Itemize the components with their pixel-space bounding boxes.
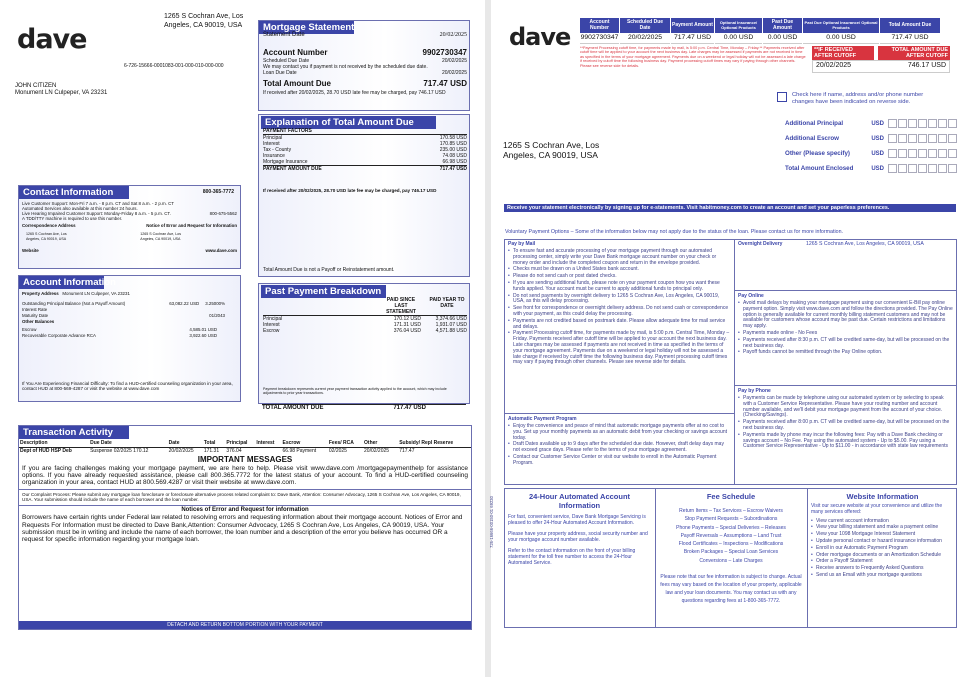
received-after-label: **IF RECEIVED AFTER CUTOFF xyxy=(812,46,874,60)
past-payment-box xyxy=(258,283,470,404)
cutoff-note: **Payment Processing cutoff time, for payments made by mail, is 5:00 p.m. Central Time, Monday – Friday.** Payments received after cutoff time will be applied to your account the next business day. Late charges may be assessed if payments are not received in time as specified in the terms of your mortgage agreement. Payments due on a weekend or legal holiday will not be assessed a late charge if received by cutoff time the following business day. Payment processing cutoff times may vary if paying through other channels. Please see reverse side for details. xyxy=(580,46,806,68)
transaction-header-row xyxy=(19,440,471,447)
payment-amount-due-value: 717.47 USD xyxy=(439,166,467,172)
account-info-title: Account Information xyxy=(19,276,104,289)
paid-since-last-value: 170.12 USD xyxy=(393,316,421,322)
pay-by-phone-item: • Payments received after 8:00 p.m. CT will be credited same-day, but will be processed on the next business day. xyxy=(738,420,953,432)
currency-label: USD xyxy=(871,165,884,172)
col-ytd: PAID YEAR TO DATE xyxy=(429,297,465,309)
payment-field-label: Other (Please specify) xyxy=(785,150,850,157)
payment-factor-label: Insurance xyxy=(263,153,285,159)
total-due-label: Total Amount Due xyxy=(263,78,331,88)
total-due-row xyxy=(263,79,467,89)
digit-box[interactable] xyxy=(888,164,897,173)
account-balance-label: Outstanding Principal Balance (Not a Payoff Amount) xyxy=(22,301,126,306)
automated-info-text: Refer to the contact information on the front of your billing statement for the toll free number to access the 24-Hour Automated Service. xyxy=(508,548,636,566)
statement-date-label: Statement Date xyxy=(263,32,305,38)
fee-schedule-list xyxy=(659,507,803,565)
website-info-item: • Send us an Email with your mortgage questions xyxy=(811,573,954,579)
pay-by-mail-item: • Checks must be drawn on a United States bank account. xyxy=(508,267,732,273)
statement-page-back xyxy=(491,0,968,677)
website-info-list xyxy=(811,519,954,579)
transaction-cell: 20/02/2025 xyxy=(168,447,194,454)
payment-field-input[interactable] xyxy=(871,119,957,128)
pay-by-mail-item: • Please do not send cash or post dated checks. xyxy=(508,274,732,280)
payment-field-input[interactable] xyxy=(871,149,957,158)
notices-text: Borrowers have certain rights under Federal law related to resolving errors and requesting information about their mortgage account. Notices of Error and Requests For Information must be directed to Dave Bank,Attention: Consumer Advocacy, 1265 S Cochran Ave, Los Angeles, CA 90019, USA. Your submission must be in writing and include the name of each borrower, the loan number and a description of the error you believe has occurred OR a request for specific information regarding your mortgage loan. xyxy=(22,514,463,544)
transaction-header-cell: Description xyxy=(19,440,89,447)
automated-info-column xyxy=(508,492,651,566)
fee-item: Phone Payments – Special Deliveries – Releases xyxy=(676,524,786,531)
coupon-header: Payment Amount xyxy=(671,18,714,33)
detach-banner: DETACH AND RETURN BOTTOM PORTION WITH YOUR PAYMENT xyxy=(19,621,471,629)
correspondence-address xyxy=(26,232,67,241)
automated-info-title: 24-Hour Automated Account Information xyxy=(528,492,631,510)
loan-due-label: Loan Due Date xyxy=(263,69,297,76)
late-fee-note: If received after 20/02/2025, 28.70 USD late fee may be charged, pay 746.17 USD xyxy=(263,90,446,96)
contact-phone: 800-365-7772 xyxy=(202,189,234,195)
website-info-column xyxy=(811,492,954,580)
pay-by-mail-item: • Payment Processing cutoff time, for payments made by mail, is 5:00 p.m. Central Time, Monday – Friday. Payments received after cutoff time will be applied to your account the next business day. Late charges may be assessed if payments are not received in time as specified in the terms of your mortgage agreement. Payments due on a weekend or legal holiday will not be assessed a late charge if received by cutoff time the following business day. Payment processing cutoff times may vary if paying through other channels. Please see reverse side for details. xyxy=(508,331,732,366)
important-messages-text: If you are facing challenges making your mortgage payment, we are here to help. Please visit www.dave.com /mortgagepaymenthelp for assistance options. If you have already requested assistance, please call 800.365.7772 for the latest status of your account. To find a HUD-certified counseling organization in your area, contact HUD at 800.569.4287 or visit their website at www.dave.com. xyxy=(22,464,468,486)
automatic-payment xyxy=(508,416,732,468)
past-payment-cols xyxy=(381,297,467,315)
fee-item: Return Items – Tax Services – Escrow Waivers xyxy=(679,508,783,514)
account-balance-label: Interest Rate xyxy=(22,307,48,312)
digit-box[interactable] xyxy=(948,119,957,128)
transaction-cell: 02/2025 xyxy=(328,447,347,454)
notices-title: Notices of Error and Request for information xyxy=(19,505,471,514)
divider xyxy=(504,413,734,414)
dave-logo: dave xyxy=(509,23,571,51)
transaction-cell xyxy=(255,447,281,454)
property-address-label: Property Address xyxy=(22,291,59,296)
pay-by-phone-item: • Payments made by phone may incur the following fees: Pay with a Dave Bank checking or savings account – No Fee. Pay using the automated system - Up to $5.00. Pay using a Customer Service Representative - Up to $11.00 - in accordance with state law requirements xyxy=(738,433,953,450)
barcode-line: 6-726-15666-0001083-001-000-010-000-000 xyxy=(124,63,224,69)
account-balance-rows xyxy=(22,301,237,319)
transaction-cell: 20/02/2025 xyxy=(364,447,390,454)
dave-logo: dave xyxy=(17,24,87,55)
total-due-value: 717.47 USD xyxy=(423,78,467,88)
payment-factor-value: 235.00 USD xyxy=(439,147,467,153)
return-address xyxy=(164,13,259,30)
correspondence-label: Correspondence Address xyxy=(22,223,76,228)
transaction-table xyxy=(19,440,471,454)
pay-by-mail-item: • To ensure fast and accurate processing of your mortgage payment through our automated processing center, simply write your Dave Bank mortgage account number on your check or money order and include the completed coupon and return in the envelope provided. xyxy=(508,249,732,266)
coupon-header: Total Amount Due xyxy=(880,18,940,33)
digit-box[interactable] xyxy=(898,149,907,158)
contact-addresses xyxy=(22,232,237,241)
coupon-header: Account Number xyxy=(580,18,619,33)
digit-box[interactable] xyxy=(928,119,937,128)
coupon-value: 0.00 USD xyxy=(763,34,802,44)
payment-factor-label: Interest xyxy=(263,141,280,147)
mortgage-statement-title: Mortgage Statement xyxy=(259,21,354,34)
statement-date xyxy=(263,32,467,39)
payment-field-row xyxy=(785,164,957,173)
automatic-payment-item: • Contact our Customer Service Center or visit our website to enroll in the Automatic Payment Program. xyxy=(508,455,732,467)
past-total-row xyxy=(262,404,466,412)
after-cutoff-box xyxy=(812,46,950,73)
remit-line: Angeles, CA 90019, USA xyxy=(503,150,598,160)
past-payment-rows xyxy=(263,316,467,334)
address-line: 1265 S Cochran Ave, Los xyxy=(26,232,67,236)
col-since-last: PAID SINCE LAST STATEMENT xyxy=(386,297,416,315)
digit-box[interactable] xyxy=(948,149,957,158)
website-info-title: Website Information xyxy=(846,492,919,501)
digit-box[interactable] xyxy=(888,149,897,158)
payment-factor-value: 74.08 USD xyxy=(442,153,467,159)
digit-box[interactable] xyxy=(908,149,917,158)
transaction-cell: 717.47 xyxy=(399,447,415,454)
pay-by-mail-item: • Payments are not credited based on postmark date. Please allow adequate time for mail service and delays. xyxy=(508,319,732,331)
digit-box[interactable] xyxy=(938,149,947,158)
coupon-header: Past Due Amount xyxy=(763,18,802,33)
website-info-item: • Update personal contact or hazard insurance information xyxy=(811,539,954,545)
digit-box[interactable] xyxy=(918,164,927,173)
payment-factor-value: 170.58 USD xyxy=(439,135,467,141)
payment-field-label: Additional Principal xyxy=(785,120,844,127)
notice-error-label: Notice of Error and Request for Information xyxy=(146,223,237,228)
pay-online-item: • Avoid mail delays by making your mortgage payment using our convenient E-Bill pay online payment option. Simply visit www.dave.com and follow the directions provided. The Pay Online option is generally available for current monthly billing statement customers and may not be available for customers whose account may be past due. Certain restrictions and limitations may apply. xyxy=(738,301,953,330)
digit-box[interactable] xyxy=(908,119,917,128)
coupon-header: Scheduled Due Date xyxy=(620,18,670,33)
remit-line: 1265 S Cochran Ave, Los xyxy=(503,140,600,150)
overnight-address: 1265 S Cochran Ave, Los Angeles, CA 90019, USA xyxy=(806,241,924,247)
automatic-payment-title: Automatic Payment Program xyxy=(508,416,577,422)
digit-box[interactable] xyxy=(938,119,947,128)
digit-box[interactable] xyxy=(908,164,917,173)
website-info-item: • Enroll in our Automatic Payment Program xyxy=(811,546,954,552)
pay-by-phone xyxy=(738,388,953,451)
transaction-header-cell: Principal xyxy=(225,440,255,447)
transaction-cell: 66.98 Payment xyxy=(282,447,317,454)
automatic-payment-item: • Draft Dates available up to 9 days after the scheduled due date. However, draft delay days may not exceed grace days. Please refer to the terms of your mortgage agreement. xyxy=(508,442,732,454)
contact-title: Contact Information xyxy=(19,186,129,199)
divider xyxy=(807,488,808,628)
payment-field-row xyxy=(785,119,957,128)
other-balances-label: Other Balances xyxy=(22,319,55,324)
complaint-process-text: Our Complaint Process: Please submit any mortgage loan foreclosure or foreclosure alternative process related complaint to: Dave Bank, Attention: Consumer Advocacy, 1265 S Cochran Ave, Los Angeles, CA 90019, USA. Your submission should include the name of each borrower and the loan number. xyxy=(19,489,471,503)
pay-online-item: • Payments made online - No Fees xyxy=(738,331,953,337)
transaction-header-cell: Interest xyxy=(255,440,281,447)
pay-online xyxy=(738,293,953,357)
pay-by-phone-title: Pay by Phone xyxy=(738,388,771,394)
transaction-header-cell: Escrow xyxy=(282,440,328,447)
side-code: 726-16666-00150-01 69230 xyxy=(489,496,494,548)
estatement-banner: Receive your statement electronically by signing up for e-statements. Visit habitmoney.com to create an account and set your paperless preferences. xyxy=(504,204,956,212)
transaction-cell: Suspense 02/2025 170.12 xyxy=(90,447,149,454)
website-info-item: • Order a Payoff Statement xyxy=(811,559,954,565)
table-row xyxy=(19,447,471,454)
paid-since-last-value: 376.04 USD xyxy=(393,328,421,334)
customer-address: Monument LN Culpeper, VA 23231 xyxy=(15,90,108,96)
payment-factor-label: Tax - County xyxy=(263,147,292,153)
coupon-value: 717.47 USD xyxy=(671,34,714,44)
contact-address-labels xyxy=(22,223,237,229)
pay-by-mail-item: • If you are sending additional funds, please note on your payment coupon how you want these funds applied. Your account must be current to apply additional funds to principal only. xyxy=(508,281,732,293)
digit-box[interactable] xyxy=(948,134,957,143)
contact-line: Live Customer Support: Mon-Fri 7 a.m. - 8 p.m. CT and Sat 8 a.m. - 2 p.m. CT xyxy=(22,201,174,206)
statement-note: We may contact you if payment is not received by the scheduled due date. xyxy=(263,63,428,70)
automated-info-text: For fast, convenient service, Dave Bank Mortgage Servicing is pleased to offer 24-Hour Automated Account Information. xyxy=(508,514,646,526)
contact-lines xyxy=(19,199,240,254)
digit-box[interactable] xyxy=(928,164,937,173)
past-payment-table xyxy=(263,297,467,334)
payment-field-label: Total Amount Enclosed xyxy=(785,165,854,172)
address-line: 1265 S Cochran Ave, Los xyxy=(140,232,181,236)
fee-item: Conversions – Late Charges xyxy=(699,557,763,564)
after-cutoff-values xyxy=(812,60,950,73)
recoverable-value: 3,922.60 USD xyxy=(189,333,217,338)
customer-name: JOHN CITIZEN xyxy=(15,83,57,89)
statement-date-value: 20/02/2025 xyxy=(439,32,467,38)
digit-box[interactable] xyxy=(898,164,907,173)
coupon-value: 0.00 USD xyxy=(715,34,762,44)
remit-address xyxy=(503,140,599,160)
transaction-title: Transaction Activity xyxy=(19,426,129,439)
pay-online-list xyxy=(738,301,953,356)
payment-factors xyxy=(263,128,467,194)
past-payment-header xyxy=(263,297,467,316)
past-payment-note: Payment breakdown represents current year payment transaction activity applied to the account, which may include adjustments to prior year transactions. xyxy=(263,387,447,396)
pay-by-mail-title: Pay by Mail xyxy=(508,241,536,247)
digit-box[interactable] xyxy=(938,164,947,173)
after-cutoff-headers xyxy=(812,46,950,60)
transaction-header-cell: Other xyxy=(363,440,398,447)
recoverable-label: Recoverable Corporate Advance RCA xyxy=(22,333,96,338)
coupon-header: Optional Insurance/ Optional Products xyxy=(715,18,762,33)
digit-box[interactable] xyxy=(888,119,897,128)
address-line: Angeles, CA 90019, USA xyxy=(140,236,181,241)
digit-box[interactable] xyxy=(888,134,897,143)
digit-box[interactable] xyxy=(938,134,947,143)
escrow-value: 4,585.01 USD xyxy=(189,327,217,332)
pay-online-title: Pay Online xyxy=(738,293,764,299)
statement-details xyxy=(263,48,467,96)
explanation-footer: Total Amount Due is not a Payoff or Reinstatement amount. xyxy=(263,267,395,273)
website-info-item: • View current account information xyxy=(811,519,954,525)
digit-box[interactable] xyxy=(928,134,937,143)
digit-box[interactable] xyxy=(908,134,917,143)
coupon-value: 20/02/2025 xyxy=(620,34,670,44)
account-number-row xyxy=(263,48,467,58)
hardship-note: If You Are Experiencing Financial Difficulty: To find a HUD-certified counseling organization in your area, contact HUD at 800-569-4287 or visit the website at www.dave.com xyxy=(22,381,233,392)
payment-amount-due-row xyxy=(263,165,467,172)
transaction-header-cell: Fees/ RCA xyxy=(328,440,363,447)
account-balance-extra: 3.25000% xyxy=(205,301,225,306)
property-address-row xyxy=(22,291,237,297)
past-payment-title: Past Payment Breakdown xyxy=(261,285,386,298)
digit-box[interactable] xyxy=(918,119,927,128)
account-info-box xyxy=(18,275,241,402)
fee-schedule-note: Please note that our fee information is subject to change. Actual fees may vary based on the location of your property, applicable law and your loan documents. You may contact us with any questions regarding fees at 1-800-365-7772. xyxy=(660,574,802,605)
coupon-header: Past Due Optional Insurance/ Optional Products xyxy=(803,18,879,33)
escrow-label: Escrow xyxy=(22,327,37,332)
divider xyxy=(734,385,957,386)
payment-factors-rows xyxy=(263,135,467,165)
past-payment-label: Escrow xyxy=(263,328,280,334)
mortgage-statement-box xyxy=(258,20,470,111)
payment-field-input[interactable] xyxy=(871,164,957,173)
loan-due-value: 20/02/2025 xyxy=(441,69,467,76)
website-link[interactable]: www.dave.com xyxy=(205,248,237,253)
recoverable-row xyxy=(22,333,237,339)
past-total-label: TOTAL AMOUNT DUE xyxy=(262,405,324,411)
website-info-intro: Visit our secure website at your convenience and utilize the many services offered: xyxy=(811,503,943,515)
account-balance-value: 63,082.22 USD xyxy=(169,301,200,306)
divider xyxy=(734,239,735,485)
payment-field-input[interactable] xyxy=(871,134,957,143)
overnight-delivery xyxy=(738,241,953,247)
pay-by-mail-item: • Do not send payments by overnight delivery to 1265 S Cochran Ave, Los Angeles, CA 90019, USA, as this will delay processing. xyxy=(508,294,732,306)
return-address-line: Angeles, CA 90019, USA xyxy=(164,21,243,29)
past-payment-label: Interest xyxy=(263,322,280,328)
explanation-late-note: If received after 20/02/2025, 28.70 USD late fee may be charged, pay 746.17 USD xyxy=(263,188,437,193)
contact-line: A TDD/TTY machine is required to use this number. xyxy=(22,216,123,221)
transaction-header-cell: Due Date xyxy=(89,440,168,447)
contact-info-box xyxy=(18,185,241,269)
fee-item: Payoff Reversals – Assumptions – Land Trust xyxy=(680,532,782,539)
transaction-box xyxy=(18,425,472,630)
digit-box[interactable] xyxy=(898,119,907,128)
tdd-phone: 800-675-5562 xyxy=(209,211,237,216)
account-balance-values xyxy=(203,313,225,319)
payment-factor-value: 66.98 USD xyxy=(442,159,467,165)
account-number-value: 9902730347 xyxy=(422,48,467,57)
website-info-item: • Receive answers to Frequently Asked Questions xyxy=(811,566,954,572)
total-after-cutoff-value: 746.17 USD xyxy=(907,62,946,69)
contact-line: Automated Services also available at this number 24 hours. xyxy=(22,206,138,211)
account-number-label: Account Number xyxy=(263,48,328,57)
transaction-header-cell: Total xyxy=(203,440,226,447)
digit-box[interactable] xyxy=(928,149,937,158)
digit-box[interactable] xyxy=(918,149,927,158)
explanation-box xyxy=(258,114,470,277)
digit-box[interactable] xyxy=(918,134,927,143)
fee-item: Broken Packages – Special Loan Services xyxy=(683,549,779,556)
account-balance-values xyxy=(169,301,225,307)
payment-factors-header: PAYMENT FACTORS xyxy=(263,128,467,135)
fee-item: Flood Certificates – Inspections – Modifications xyxy=(678,541,784,548)
overnight-title: Overnight Delivery xyxy=(738,241,783,247)
payment-field-row xyxy=(785,149,957,158)
currency-label: USD xyxy=(871,120,884,127)
statement-date-row xyxy=(263,32,467,39)
transaction-cell: Dept of HUD HSP Deb xyxy=(20,447,72,454)
loan-due-row xyxy=(263,70,467,76)
payment-factor-value: 170.85 USD xyxy=(439,141,467,147)
payment-factor-label: Mortgage Insurance xyxy=(263,159,308,165)
paid-ytd-value: 3,374.66 USD xyxy=(435,316,467,322)
total-after-cutoff-label: TOTAL AMOUNT DUE AFTER CUTOFF xyxy=(878,46,950,60)
address-change-checkbox[interactable] xyxy=(777,92,787,102)
past-payment-values xyxy=(381,328,467,334)
coupon-value: 0.00 USD xyxy=(803,34,879,44)
transaction-header-cell: Date xyxy=(168,440,203,447)
digit-box[interactable] xyxy=(948,164,957,173)
scheduled-due-value: 20/02/2025 xyxy=(441,57,467,64)
explanation-title: Explanation of Total Amount Due xyxy=(261,116,436,129)
paid-since-last-value: 171.31 USD xyxy=(393,322,421,328)
automated-info-text: Please have your property address, social security number and your mortgage account number available. xyxy=(508,531,648,543)
website-row xyxy=(22,248,237,254)
payment-amount-due-label: PAYMENT AMOUNT DUE xyxy=(263,166,322,172)
contact-line: Live Hearing Impaired Customer Support: Monday-Friday 8 a.m. - 5 p.m. CT. xyxy=(22,211,171,216)
address-change-note: Check here if name, address and/or phone number changes have been indicated on reverse side. xyxy=(792,92,924,105)
pay-online-item: • Payments received after 8:30 p.m. CT will be credited same-day, but will be processed on the next business day. xyxy=(738,338,953,350)
paid-ytd-value: 1,931.07 USD xyxy=(435,322,467,328)
transaction-header-cell: Subsidy/ Repl Reserve xyxy=(398,440,471,447)
important-messages-title: IMPORTANT MESSAGES xyxy=(197,455,293,464)
fee-item: Stop Payment Requests – Subordinations xyxy=(684,516,778,523)
payment-field-label: Additional Escrow xyxy=(785,135,839,142)
payment-factor-label: Principal xyxy=(263,135,283,141)
voluntary-payment-options: Voluntary Payment Options – Some of the information below may not apply due to the status of the loan. Please contact us for more information. xyxy=(505,229,844,235)
transaction-cell: 171.31 xyxy=(203,447,220,454)
paid-ytd-value: 4,571.88 USD xyxy=(435,328,467,334)
customer-block xyxy=(15,83,107,97)
automatic-payment-item: • Enjoy the convenience and peace of mind that automatic mortgage payments offer at no cost to you. Set up your monthly payments as an automatic debit from your checking or savings account today. xyxy=(508,424,732,441)
coupon-grid xyxy=(580,18,957,44)
return-address-line: 1265 S Cochran Ave, Los xyxy=(164,13,244,20)
currency-label: USD xyxy=(871,135,884,142)
notice-address xyxy=(140,232,181,241)
account-info-body xyxy=(19,289,240,393)
website-info-item: • View your billing statement and make a payment online xyxy=(811,525,954,531)
transaction-cell: 376.04 xyxy=(226,447,242,454)
coupon-value: 9902730347 xyxy=(580,34,619,44)
currency-label: USD xyxy=(871,150,884,157)
payment-fields xyxy=(785,119,957,179)
fee-schedule-title: Fee Schedule xyxy=(706,492,756,501)
website-info-item: • Order mortgage documents or an Amortization Schedule xyxy=(811,553,954,559)
divider xyxy=(655,488,656,628)
pay-by-mail-list xyxy=(508,249,732,366)
past-payment-row xyxy=(263,328,467,334)
fee-schedule-column xyxy=(659,492,803,605)
address-line: Angeles, CA 90019, USA xyxy=(26,236,67,241)
scheduled-due-label: Scheduled Due Date xyxy=(263,57,310,64)
divider xyxy=(734,290,957,291)
payment-field-row xyxy=(785,134,957,143)
received-after-date: 20/02/2025 xyxy=(816,62,852,69)
past-total-value: 717.47 USD xyxy=(393,405,426,411)
property-address-value: Monument LN Culpeper, VA 23231 xyxy=(62,291,130,296)
pay-by-mail-item: • See front for correspondence or overnight delivery address. Do not send cash or correspondence with your payment, as this could delay the processing. xyxy=(508,306,732,318)
automatic-payment-list xyxy=(508,424,732,467)
past-payment-label: Principal xyxy=(263,316,283,322)
website-label: Website xyxy=(22,248,39,253)
account-balance-extra: 01/2043 xyxy=(209,313,225,318)
digit-box[interactable] xyxy=(898,134,907,143)
contact-header-row xyxy=(19,186,240,199)
website-info-item: • View your 1098 Mortgage Interest Statement xyxy=(811,532,954,538)
pay-by-phone-list xyxy=(738,396,953,450)
pay-by-phone-item: • Payments can be made by telephone using our automated system or by selecting to speak with a Customer Service Representative. Please have your routing number and account number available, and we'll debit your mortgage payment from the account of your choice. (Checking/Savings). xyxy=(738,396,953,419)
pay-online-item: • Payoff funds cannot be remitted through the Pay Online option. xyxy=(738,350,953,356)
coupon-value: 717.47 USD xyxy=(880,34,940,44)
account-balance-label: Maturity Date xyxy=(22,313,49,318)
pay-by-mail xyxy=(508,241,732,367)
